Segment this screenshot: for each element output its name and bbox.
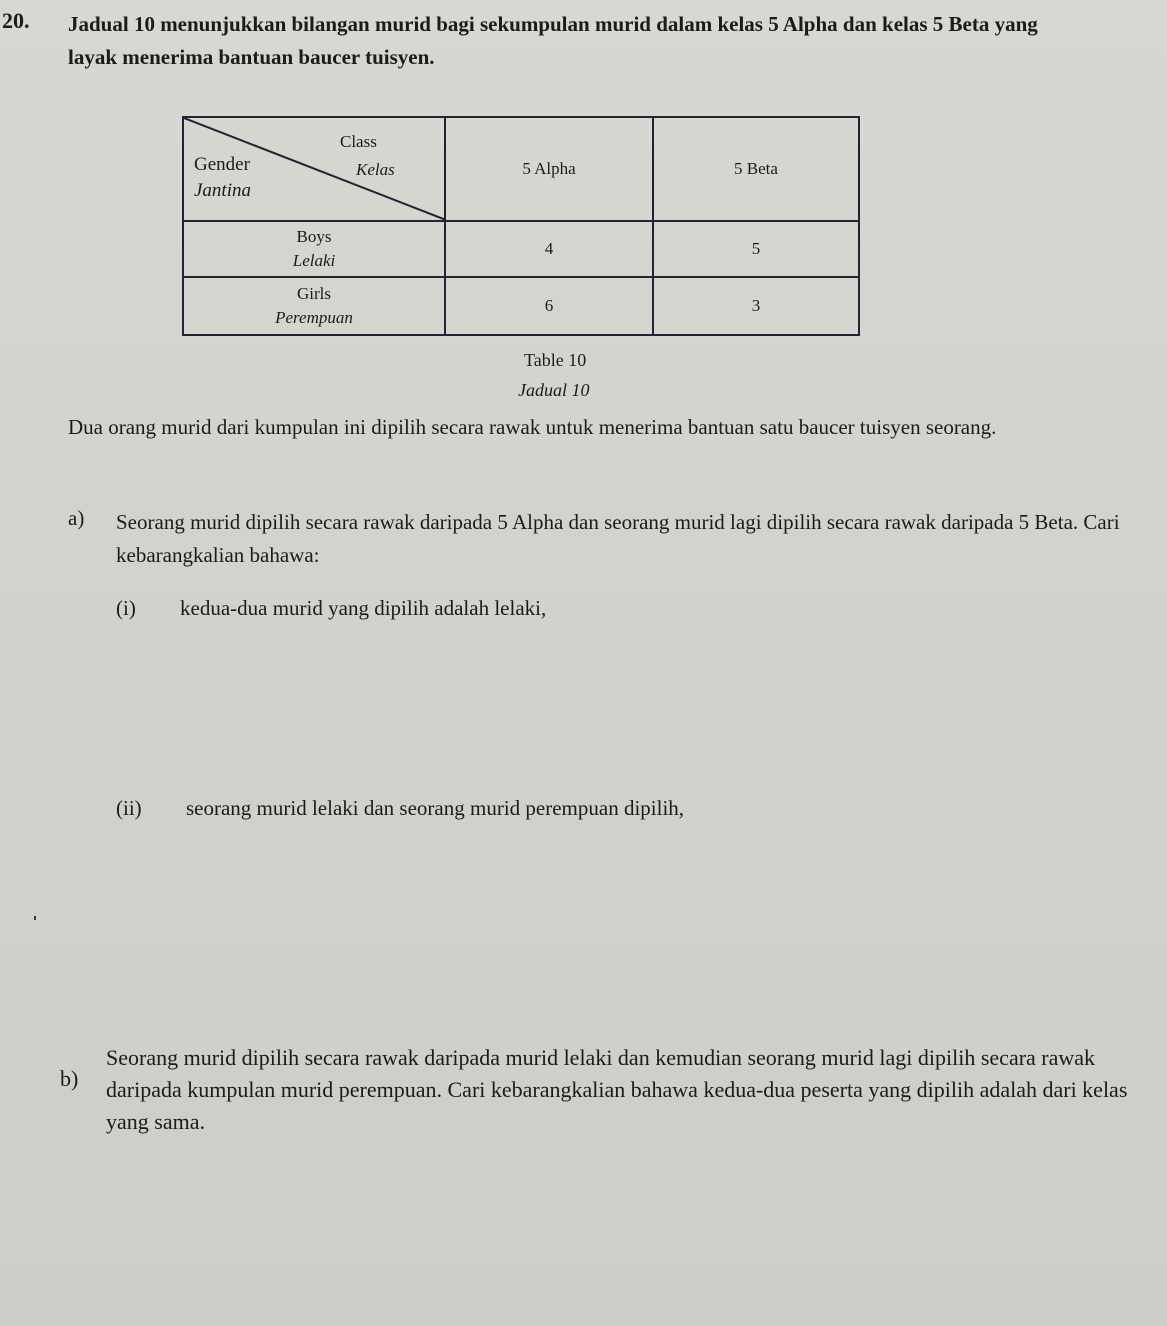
cell-girls-alpha: 6	[445, 277, 653, 335]
cell-boys-beta: 5	[653, 221, 859, 277]
row-label-girls	[183, 277, 445, 335]
table-caption-en: Table 10	[524, 350, 587, 370]
context-paragraph: Dua orang murid dari kumpulan ini dipilih secara rawak untuk menerima bantuan satu baucer tuisyen seorang.	[68, 415, 997, 439]
row-label-ms: Lelaki	[292, 251, 336, 270]
question-intro: Jadual 10 menunjukkan bilangan murid bagi sekumpulan murid dalam kelas 5 Alpha dan kelas 5 Beta yang layak menerima bantuan baucer tuisyen.	[68, 12, 1038, 69]
row-label-ms: Perempuan	[275, 308, 353, 327]
header-class-en: Class	[340, 132, 377, 151]
part-b-text: Seorang murid dipilih secara rawak daripada murid lelaki dan kemudian seorang murid lagi dipilih secara rawak daripada kumpulan murid perempuan. Cari kebarangkalian bahawa kedua-dua peserta yang dipilih adalah dari kelas yang sama.	[106, 1045, 1128, 1134]
row-label-boys	[183, 221, 445, 277]
data-table	[182, 116, 860, 336]
row-label-en: Girls	[297, 284, 331, 303]
column-header-5-alpha: 5 Alpha	[445, 117, 653, 221]
question-number: 20.	[2, 8, 30, 33]
sub-ii-text: seorang murid lelaki dan seorang murid perempuan dipilih,	[186, 796, 685, 820]
sub-i-text: kedua-dua murid yang dipilih adalah lelaki,	[180, 596, 547, 620]
table-corner-header	[183, 117, 445, 221]
sub-i-label: (i)	[116, 596, 136, 620]
row-label-en: Boys	[296, 227, 332, 246]
data-table-container	[182, 116, 858, 332]
header-class-ms: Kelas	[356, 160, 395, 179]
cell-girls-beta: 3	[653, 277, 859, 335]
column-header-5-beta: 5 Beta	[653, 117, 859, 221]
cell-boys-alpha: 4	[445, 221, 653, 277]
part-b-label: b)	[60, 1066, 79, 1091]
part-a-text: Seorang murid dipilih secara rawak daripada 5 Alpha dan seorang murid lagi dipilih secara rawak daripada 5 Beta. Cari kebarangkalian bahawa:	[116, 510, 1120, 567]
table-row	[183, 277, 859, 335]
part-a-label: a)	[68, 506, 85, 530]
table-row	[183, 221, 859, 277]
stray-mark	[34, 916, 36, 920]
header-gender-en: Gender	[194, 154, 250, 175]
header-gender-ms: Jantina	[194, 180, 251, 201]
sub-ii-label: (ii)	[116, 796, 142, 820]
table-caption-ms: Jadual 10	[518, 380, 590, 400]
